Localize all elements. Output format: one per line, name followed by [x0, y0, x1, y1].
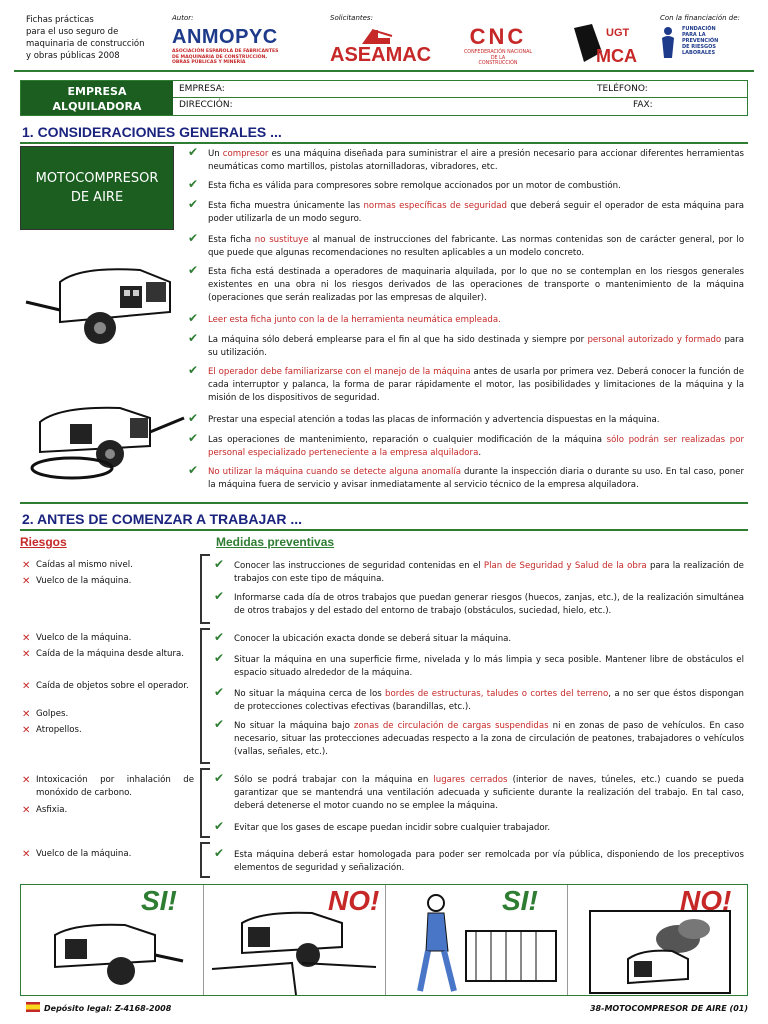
- highlighted-text: bordes de estructuras, taludes o cortes del terreno: [385, 689, 609, 699]
- highlighted-text: normas específicas de seguridad: [363, 201, 507, 211]
- risk-item: [22, 804, 194, 817]
- solicitantes-label: Solicitantes:: [330, 14, 373, 22]
- checkmark-icon: ✔: [214, 651, 225, 665]
- company-label-line: EMPRESA: [67, 85, 127, 98]
- section1-bullet: [188, 331, 744, 360]
- text-run: Esta ficha es válida para compresores sobre remolque accionados por un motor de combustión.: [208, 181, 621, 191]
- intro-line: y obras públicas 2008: [26, 51, 120, 61]
- section1-bullet: [188, 311, 744, 327]
- section1-bullet: [188, 263, 744, 305]
- checkmark-icon: ✔: [214, 819, 225, 833]
- checkmark-icon: ✔: [188, 145, 199, 159]
- risk-item: [22, 848, 194, 861]
- checkmark-icon: ✔: [188, 363, 199, 377]
- text-run: para la realización de trabajos con este tipo de máquina.: [234, 561, 744, 584]
- checkmark-icon: ✔: [188, 177, 199, 191]
- section-divider: [20, 502, 748, 504]
- risk-item: [22, 708, 194, 721]
- group-bracket: [200, 768, 210, 838]
- section1-bullet: [188, 463, 745, 492]
- highlighted-text: personal autorizado y formado: [587, 335, 722, 345]
- svg-text:MCA: MCA: [596, 46, 637, 66]
- text-run: Prestar una especial atención a todas las placas de información y advertencia dispuestas en la máquina.: [208, 415, 660, 425]
- measure-item: [214, 717, 744, 759]
- aseamac-name: ASEAMAC: [330, 44, 432, 66]
- cross-icon: ✕: [22, 576, 31, 587]
- risk-item: [22, 680, 194, 693]
- measure-item: [214, 557, 744, 586]
- measure-item: [214, 589, 744, 618]
- compressor-level-ground-icon: [35, 915, 185, 995]
- cross-icon: ✕: [22, 775, 31, 786]
- text-run: La máquina sólo deberá emplearse para el fin al que ha sido destinada y siempre por: [208, 335, 588, 345]
- highlighted-text: Leer esta ficha junto con la de la herramienta neumática empleada.: [208, 315, 501, 325]
- illustration-strip: [20, 884, 748, 996]
- financiacion-label: Con la financiación de:: [660, 14, 740, 22]
- text-run: al manual de instrucciones del fabricante. Las normas contenidas son de carácter general, por lo que puede que algunas recomendaciones no resulten aplicables a un modelo concreto.: [208, 235, 744, 258]
- text-run: Las operaciones de mantenimiento, reparación o cualquier modificación de la máquina: [208, 435, 607, 445]
- cross-icon: ✕: [22, 725, 31, 736]
- text-run: Esta ficha está destinada a operadores de maquinaria alquilada, por lo que no se contemplan en los riesgos generales existentes en una obra ni los riesgos derivados de las operaciones de transporte o mantenimiento de la máquina (operaciones que serán realizadas por las empresas de alquiler).: [208, 267, 744, 303]
- group-bracket: [200, 554, 210, 624]
- section1-bullet: [188, 177, 744, 193]
- text-run: Situar la máquina en una superficie firme, nivelada y lo más limpia y seca posible. Mantener libre de obstáculos el espacio situado alrededor de la máquina.: [234, 655, 744, 678]
- fundacion-line: DE RIESGOS: [682, 44, 716, 50]
- text-run: (interior de naves, túneles, etc.) cuando se pueda garantizar que se mantendrá una ventilación adecuada y suficiente durante la realización del trabajo. En tal caso, deberá detenerse el motor cuando no se emplee la máquina.: [234, 775, 744, 811]
- risk-text: Vuelco de la máquina.: [36, 633, 132, 643]
- measure-item: [214, 819, 744, 835]
- risk-text: Asfixia.: [36, 805, 68, 815]
- text-run: ni en zonas de paso de vehículos. En caso necesario, situar las protecciones adecuadas respecto a la zona de circulación de peatones, trabajadores o vehículos (vallas, señales, etc.).: [234, 721, 744, 757]
- risk-item: [22, 575, 194, 588]
- medidas-heading: Medidas preventivas: [216, 535, 335, 549]
- risk-item: [22, 724, 194, 737]
- ugt-mca-emblem-icon: [572, 22, 637, 66]
- spain-flag-icon: [26, 1002, 40, 1012]
- illustration-panel: [385, 885, 565, 995]
- autor-label: Autor:: [172, 14, 194, 22]
- cnc-name: CNC: [469, 24, 527, 49]
- cnc-sub: CONSTRUCCIÓN: [478, 61, 518, 66]
- highlighted-text: lugares cerrados: [433, 775, 508, 785]
- cross-icon: ✕: [22, 560, 31, 571]
- risk-text: Vuelco de la máquina.: [36, 576, 132, 586]
- telefono-field[interactable]: TELÉFONO:: [597, 84, 648, 94]
- risk-text: Caída de objetos sobre el operador.: [36, 681, 189, 691]
- illustration-panel: [203, 885, 383, 995]
- anmopyc-sub: OBRAS PÚBLICAS Y MINERÍA: [172, 60, 246, 65]
- deposito-legal: Depósito legal: Z-4168-2008: [44, 1004, 172, 1013]
- company-box: [20, 80, 748, 116]
- highlighted-text: No utilizar la máquina cuando se detecte alguna anomalía: [208, 467, 462, 477]
- section1-bullet: [188, 411, 744, 427]
- motocompresor-box: [20, 146, 174, 230]
- compressor-edge-icon: [212, 903, 376, 995]
- highlighted-text: zonas de circulación de cargas suspendidas: [353, 721, 549, 731]
- anmopyc-sub: ASOCIACIÓN ESPAÑOLA DE FABRICANTES: [172, 49, 279, 54]
- checkmark-icon: ✔: [214, 589, 225, 603]
- group-bracket: [200, 842, 210, 878]
- text-run: Un: [208, 149, 223, 159]
- section1-title: 1. CONSIDERACIONES GENERALES ...: [22, 124, 282, 140]
- text-run: Esta ficha: [208, 235, 255, 245]
- risk-text: Golpes.: [36, 709, 69, 719]
- cross-icon: ✕: [22, 633, 31, 644]
- risk-text: Caídas al mismo nivel.: [36, 560, 133, 570]
- text-run: Evitar que los gases de escape puedan incidir sobre cualquier trabajador.: [234, 823, 551, 833]
- checkmark-icon: ✔: [214, 771, 225, 785]
- intro-line: para el uso seguro de: [26, 27, 119, 37]
- empresa-field[interactable]: EMPRESA:: [179, 84, 225, 94]
- company-label-line: ALQUILADORA: [52, 100, 142, 113]
- fundacion-line: LABORALES: [682, 50, 716, 56]
- verdict-label: NO!: [680, 885, 732, 916]
- risk-text: Intoxicación por inhalación de monóxido de carbono.: [36, 775, 194, 798]
- compressor-enclosed-space-icon: [588, 903, 738, 995]
- riesgos-heading: Riesgos: [20, 535, 67, 549]
- text-run: durante la inspección diaria o durante su uso. En tal caso, poner la máquina fuera de servicio y avisar inmediatamente al servicio técnico de la empresa alquiladora.: [208, 467, 745, 490]
- cross-icon: ✕: [22, 709, 31, 720]
- fundacion-line: FUNDACIÓN: [682, 26, 716, 32]
- section1-divider: [20, 142, 748, 144]
- illustration-panel: [567, 885, 747, 995]
- company-label: [21, 81, 173, 115]
- verdict-label: SI!: [502, 885, 538, 916]
- checkmark-icon: ✔: [188, 431, 199, 445]
- risk-item: [22, 774, 194, 800]
- header-intro: [26, 14, 166, 62]
- text-run: Esta máquina deberá estar homologada para poder ser remolcada por vía pública, disponiendo de los preceptivos elementos de seguridad y señalización.: [234, 850, 744, 873]
- risk-item: [22, 632, 194, 645]
- text-run: Conocer la ubicación exacta donde se deberá situar la máquina.: [234, 634, 512, 644]
- anmopyc-name: ANMOPYC: [172, 26, 278, 48]
- cross-icon: ✕: [22, 849, 31, 860]
- checkmark-icon: ✔: [214, 685, 225, 699]
- illustration-panel: [21, 885, 201, 995]
- text-run: No situar la máquina bajo: [234, 721, 354, 731]
- text-run: para su utilización.: [208, 335, 744, 358]
- risk-item: [22, 648, 194, 661]
- cnc-sub: CONFEDERACIÓN NACIONAL: [463, 50, 533, 55]
- checkmark-icon: ✔: [188, 311, 199, 325]
- section1-bullet: [188, 197, 744, 226]
- cross-icon: ✕: [22, 649, 31, 660]
- text-run: , a no ser que éstos dispongan de protecciones colectivas efectivas (barandillas, etc.).: [234, 689, 744, 712]
- measure-item: [214, 771, 744, 813]
- checkmark-icon: ✔: [214, 630, 225, 644]
- company-row-divider: [173, 97, 747, 98]
- text-run: .: [478, 448, 482, 458]
- crane-icon: [358, 26, 394, 46]
- text-run: Informarse cada día de otros trabajos que puedan generar riesgos (huecos, zanjas, etc.), de la realización simultánea de otros trabajos y del estado del entorno de trabajo (obstáculos, suciedad, hielo, etc.).: [234, 593, 744, 616]
- risk-text: Caída de la máquina desde altura.: [36, 649, 185, 659]
- cnc-sub: DE LA: [490, 55, 506, 61]
- risk-text: Vuelco de la máquina.: [36, 849, 132, 859]
- fundacion-figure-icon: [658, 26, 678, 60]
- compressor-hose-illustration: [20, 388, 190, 484]
- text-run: Conocer las instrucciones de seguridad contenidas en el: [234, 561, 484, 571]
- box-line: DE AIRE: [70, 190, 124, 205]
- anmopyc-logo: [172, 26, 312, 66]
- text-run: Esta ficha muestra únicamente las: [208, 201, 364, 211]
- anmopyc-sub: DE MAQUINARIA DE CONSTRUCCIÓN,: [172, 54, 268, 60]
- worker-barrier-icon: [396, 891, 560, 995]
- highlighted-text: El operador debe familiarizarse con el manejo de la máquina: [208, 367, 471, 377]
- intro-line: maquinaria de construcción: [26, 39, 145, 49]
- section1-bullet: [188, 363, 744, 405]
- checkmark-icon: ✔: [188, 231, 199, 245]
- document-code: 38-MOTOCOMPRESOR DE AIRE (01): [589, 1004, 748, 1013]
- svg-text:UGT: UGT: [606, 27, 630, 39]
- text-run: antes de usarla por primera vez. Deberá conocer la función de cada interruptor y palanca, la forma de parar rápidamente el motor, las posibilidades y limitaciones de la máquina y la misión de los dispositivos de seguridad.: [208, 367, 744, 403]
- ugt-mca-logo: [572, 22, 637, 66]
- measure-item: [214, 846, 744, 875]
- verdict-label: SI!: [141, 885, 177, 916]
- section1-bullet: [188, 431, 744, 460]
- box-line: MOTOCOMPRESOR: [35, 171, 159, 186]
- risk-text: Atropellos.: [36, 725, 82, 735]
- checkmark-icon: ✔: [214, 717, 225, 731]
- section2-divider: [20, 529, 748, 531]
- group-bracket: [200, 628, 210, 764]
- section1-bullet: [188, 231, 744, 260]
- highlighted-text: no sustituye: [254, 235, 309, 245]
- highlighted-text: Plan de Seguridad y Salud de la obra: [483, 561, 647, 571]
- section2-title: 2. ANTES DE COMENZAR A TRABAJAR ...: [22, 511, 303, 527]
- fundacion-line: PREVENCIÓN: [682, 38, 719, 44]
- checkmark-icon: ✔: [188, 463, 199, 477]
- fax-field[interactable]: FAX:: [633, 100, 653, 110]
- text-run: No situar la máquina cerca de los: [234, 689, 386, 699]
- cnc-logo: [438, 24, 558, 67]
- section1-bullet: [188, 145, 744, 174]
- cross-icon: ✕: [22, 805, 31, 816]
- text-run: es una máquina diseñada para suministrar el aire a presión necesario para accionar diferentes herramientas neumáticas como martillos, pistolas atornilladoras, vibradores, etc.: [208, 149, 744, 172]
- checkmark-icon: ✔: [214, 846, 225, 860]
- fundacion-line: PARA LA: [682, 32, 706, 38]
- verdict-label: NO!: [328, 885, 380, 916]
- checkmark-icon: ✔: [214, 557, 225, 571]
- measure-item: [214, 651, 744, 680]
- highlighted-text: sólo podrán ser realizadas por personal especializado perteneciente a la empresa alquiladora: [208, 435, 744, 458]
- fundacion-logo: [658, 26, 758, 56]
- checkmark-icon: ✔: [188, 331, 199, 345]
- measure-item: [214, 685, 744, 714]
- direccion-field[interactable]: DIRECCIÓN:: [179, 100, 233, 110]
- text-run: Sólo se podrá trabajar con la máquina en: [234, 775, 434, 785]
- checkmark-icon: ✔: [188, 411, 199, 425]
- text-run: que deberá seguir el operador de esta máquina para poder utilizarla de un modo seguro.: [208, 201, 744, 224]
- highlighted-text: compresor: [222, 149, 269, 159]
- compressor-illustration: [20, 252, 190, 348]
- intro-line: Fichas prácticas: [26, 15, 94, 25]
- aseamac-logo: [330, 26, 432, 67]
- checkmark-icon: ✔: [188, 263, 199, 277]
- header-divider: [14, 70, 754, 72]
- checkmark-icon: ✔: [188, 197, 199, 211]
- measure-item: [214, 630, 744, 646]
- risk-item: [22, 559, 194, 572]
- cross-icon: ✕: [22, 681, 31, 692]
